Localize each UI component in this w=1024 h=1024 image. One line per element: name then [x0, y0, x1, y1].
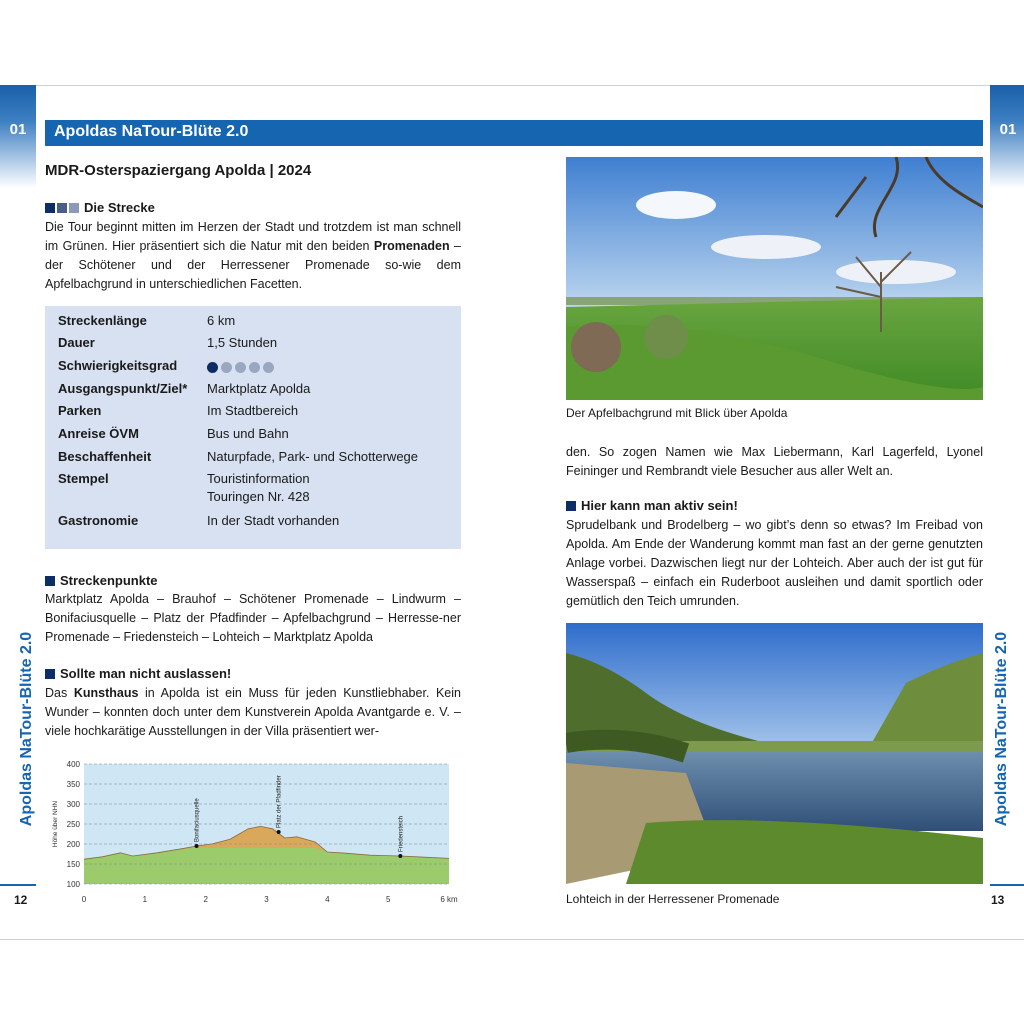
title-bar: [45, 120, 983, 146]
aktiv-heading: [566, 498, 738, 513]
side-title-left: Apoldas NaTour-Blüte 2.0: [18, 631, 35, 827]
info-key: Anreise ÖVM: [58, 426, 139, 441]
chapter-number-right: 01: [999, 121, 1017, 138]
page-number-rule-right: [990, 884, 1024, 886]
streckenpunkte-heading-label: Streckenpunkte: [60, 573, 158, 588]
info-value: 6 km: [207, 313, 236, 328]
strecke-text-2: – der Schötener und der Herressener Promenade so-wie dem Apfelbachgrund in unterschiedlichen Facetten.: [45, 239, 461, 291]
auslassen-heading: [45, 666, 231, 681]
x-tick-label: 2: [203, 895, 208, 904]
photo-apfelbachgrund: [566, 157, 983, 400]
streckenpunkte-heading: [45, 573, 158, 588]
streckenpunkte-text: Marktplatz Apolda – Brauhof – Schötener Promenade – Lindwurm – Bonifaciusquelle – Platz der Pfadfinder – Apfelbachgrund – Herresse-ner Promenade – Friedensteich – Lohteich – Marktplatz Apolda: [45, 592, 461, 644]
chapter-tab-left: [0, 85, 36, 188]
x-tick-label: 5: [385, 895, 391, 904]
y-tick-label: 100: [66, 880, 80, 889]
info-value: In der Stadt vorhanden: [207, 513, 340, 528]
annotation-label: Friedensteich: [398, 815, 405, 852]
annotation-point: [398, 854, 402, 858]
side-title-right: Apoldas NaTour-Blüte 2.0: [993, 631, 1010, 827]
auslassen-text-bold: Kunsthaus: [73, 686, 139, 700]
difficulty-rating: [207, 358, 274, 373]
chapter-tab-right: [990, 85, 1024, 188]
strecke-text-bold: Promenaden: [373, 239, 450, 253]
page-number-rule-left: [0, 884, 36, 886]
info-key: Parken: [58, 403, 102, 418]
x-tick-label: 6 km: [440, 895, 458, 904]
info-key: Beschaffenheit: [58, 449, 152, 464]
auslassen-text: [45, 684, 461, 741]
heading-squares-icon: [45, 203, 79, 213]
chapter-number-left: 01: [9, 121, 27, 138]
heading-square-icon: [45, 669, 55, 679]
difficulty-dot-empty: [235, 362, 246, 373]
tour-info-box: [45, 306, 461, 549]
info-value: 1,5 Stunden: [207, 335, 278, 350]
y-tick-label: 200: [66, 840, 80, 849]
photo-lohteich: [566, 623, 983, 884]
info-value-2: Touringen Nr. 428: [207, 489, 310, 504]
annotation-point: [277, 830, 281, 834]
difficulty-dot-filled: [207, 362, 218, 373]
info-value: Touristinformation: [207, 471, 310, 486]
annotation-point: [195, 844, 199, 848]
landscape-image: [566, 157, 983, 400]
auslassen-heading-label: Sollte man nicht auslassen!: [60, 666, 232, 681]
y-tick-label: 150: [66, 860, 80, 869]
page-number-right: 13: [991, 893, 1005, 907]
heading-square-icon: [566, 501, 576, 511]
elevation-profile-chart: [45, 757, 461, 907]
annotation-label: Platz der Pfadfinder: [276, 775, 283, 828]
lake-image: [566, 623, 983, 884]
auslassen-text-1: Das: [45, 686, 74, 700]
auslassen-text-2: in Apolda ist ein Muss für jeden Kunstliebhaber. Kein Wunder – konnten doch unter dem Kunstverein Apolda Avantgarde e. V. – viele hochkarätige Ausstellungen in der Villa präsentiert wer-: [45, 686, 461, 738]
y-tick-label: 250: [66, 820, 80, 829]
heading-square-icon: [45, 576, 55, 586]
info-key: Schwierigkeitsgrad: [58, 358, 178, 373]
x-tick-label: 4: [325, 895, 330, 904]
info-key: Streckenlänge: [58, 313, 147, 328]
photo-1-caption: Der Apfelbachgrund mit Blick über Apolda: [566, 406, 788, 420]
difficulty-dot-empty: [221, 362, 232, 373]
strecke-text: [45, 218, 461, 294]
strecke-text-1: Die Tour beginnt mitten im Herzen der Stadt und trotzdem ist man schnell im Grünen. Hier präsentiert sich die Natur mit den beiden: [45, 220, 461, 253]
difficulty-dot-empty: [249, 362, 260, 373]
page-title: Apoldas NaTour-Blüte 2.0: [54, 123, 249, 140]
info-key: Gastronomie: [58, 513, 139, 528]
x-tick-label: 3: [264, 895, 269, 904]
x-tick-label: 1: [142, 895, 148, 904]
photo-2-caption: Lohteich in der Herressener Promenade: [566, 892, 780, 906]
x-tick-label: 0: [81, 895, 87, 904]
y-tick-label: 300: [66, 800, 80, 809]
info-key: Stempel: [58, 471, 109, 486]
aktiv-text: Sprudelbank und Brodelberg – wo gibt’s denn so etwas? Im Freibad von Apolda. Am Ende der Wanderung kommt man fast an der gerne genutzten Anlage vorbei. Dazwischen liegt nur der Lohteich. Aber auch der ist gut für Wasserspaß – einfach ein Ruderboot ausleihen und damit sportlich oder gemütlich den Teich umrunden.: [566, 518, 983, 608]
info-value: Naturpfade, Park- und Schotterwege: [207, 449, 419, 464]
info-value: Bus und Bahn: [207, 426, 289, 441]
y-tick-label: 350: [66, 780, 80, 789]
y-axis-label: Höhe über NHN: [52, 800, 59, 848]
strecke-heading-label: Die Strecke: [84, 200, 155, 215]
info-value: Marktplatz Apolda: [207, 381, 311, 396]
info-key: Ausgangspunkt/Ziel*: [58, 381, 188, 396]
continued-text: den. So zogen Namen wie Max Liebermann, Karl Lagerfeld, Lyonel Feininger und Rembrandt viele Besucher aus aller Welt an.: [566, 445, 983, 478]
strecke-heading: [45, 200, 155, 215]
aktiv-heading-label: Hier kann man aktiv sein!: [581, 498, 738, 513]
info-key: Dauer: [58, 335, 95, 350]
y-tick-label: 400: [66, 760, 80, 769]
annotation-label: Bonifaciusquelle: [194, 798, 201, 842]
info-value: Im Stadtbereich: [207, 403, 299, 418]
page-number-left: 12: [14, 893, 28, 907]
difficulty-dot-empty: [263, 362, 274, 373]
subtitle: MDR-Osterspaziergang Apolda | 2024: [45, 162, 312, 179]
